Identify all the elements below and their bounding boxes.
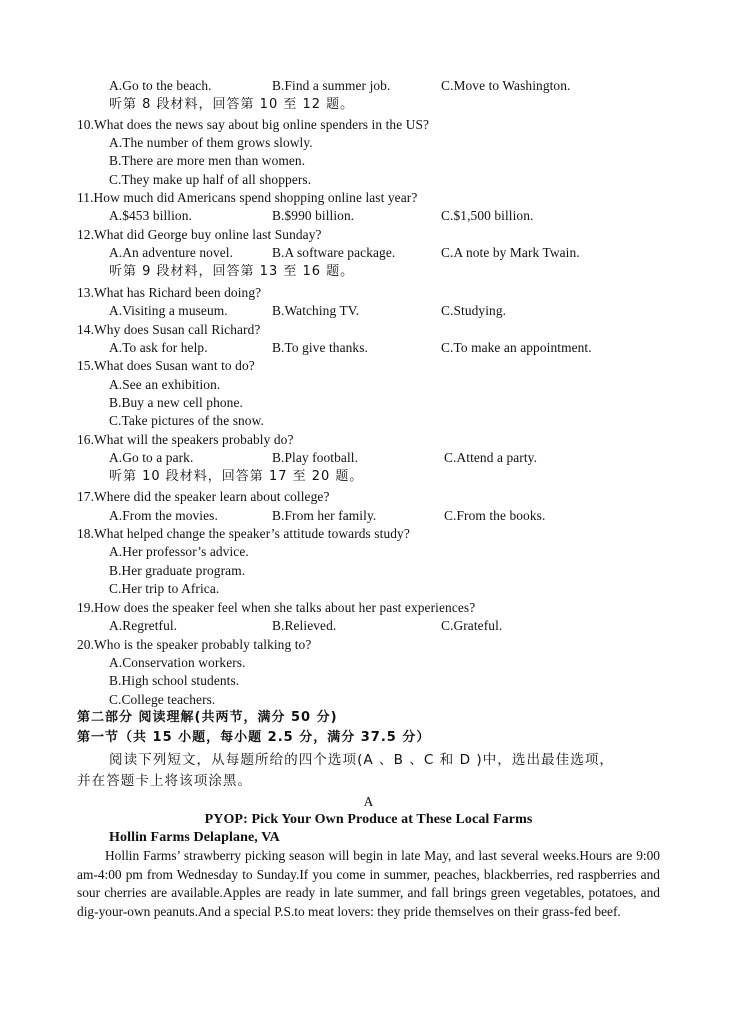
q9-option-c: C.Move to Washington. [441, 78, 571, 93]
q20-option-a: A.Conservation workers. [109, 655, 246, 670]
q18-stem: 18.What helped change the speaker’s attitude towards study? [77, 526, 410, 541]
q11-option-c: C.$1,500 billion. [441, 208, 534, 223]
q16-stem: 16.What will the speakers probably do? [77, 432, 294, 447]
q10-stem: 10.What does the news say about big online spenders in the US? [77, 117, 430, 132]
q9-option-b: B.Find a summer job. [272, 78, 391, 93]
q11-stem: 11.How much did Americans spend shopping online last year? [77, 190, 418, 205]
q12-option-b: B.A software package. [272, 245, 396, 260]
q19-option-a: A.Regretful. [109, 618, 178, 633]
q12-stem: 12.What did George buy online last Sunday? [77, 227, 322, 242]
q9-option-a: A.Go to the beach. [109, 78, 212, 93]
q18-option-b: B.Her graduate program. [109, 563, 246, 578]
q17-option-a: A.From the movies. [109, 508, 218, 523]
section-1-title: 第一节（共 15 小题，每小题 2.5 分，满分 37.5 分） [77, 730, 431, 745]
section-8-instruction: 听第 8 段材料，回答第 10 至 12 题。 [109, 97, 355, 112]
q10-option-b: B.There are more men than women. [109, 153, 306, 168]
q20-option-b: B.High school students. [109, 673, 240, 688]
q19-option-c: C.Grateful. [441, 618, 503, 633]
q13-option-b: B.Watching TV. [272, 303, 360, 318]
q17-stem: 17.Where did the speaker learn about college? [77, 489, 330, 504]
q11-option-a: A.$453 billion. [109, 208, 192, 223]
part-2-title: 第二部分 阅读理解(共两节，满分 50 分) [77, 710, 338, 725]
q13-option-a: A.Visiting a museum. [109, 303, 228, 318]
q12-option-c: C.A note by Mark Twain. [441, 245, 580, 260]
q11-option-b: B.$990 billion. [272, 208, 355, 223]
passage-title: PYOP: Pick Your Own Produce at These Local Farms [204, 812, 533, 827]
q14-stem: 14.Why does Susan call Richard? [77, 322, 261, 337]
q19-option-b: B.Relieved. [272, 618, 337, 633]
q20-stem: 20.Who is the speaker probably talking to? [77, 637, 312, 652]
farm-heading: Hollin Farms Delaplane, VA [109, 830, 280, 845]
q16-option-a: A.Go to a park. [109, 450, 194, 465]
q10-option-c: C.They make up half of all shoppers. [109, 172, 312, 187]
q13-option-c: C.Studying. [441, 303, 507, 318]
section-9-instruction: 听第 9 段材料，回答第 13 至 16 题。 [109, 264, 355, 279]
q15-option-c: C.Take pictures of the snow. [109, 413, 264, 428]
passage-letter: A [363, 794, 374, 809]
reading-instruction-line-2: 并在答题卡上将该项涂黑。 [77, 773, 253, 789]
q10-option-a: A.The number of them grows slowly. [109, 135, 313, 150]
q18-option-c: C.Her trip to Africa. [109, 581, 220, 596]
q15-option-b: B.Buy a new cell phone. [109, 395, 243, 410]
q17-option-c: C.From the books. [444, 508, 546, 523]
q18-option-a: A.Her professor’s advice. [109, 544, 249, 559]
q14-option-b: B.To give thanks. [272, 340, 368, 355]
section-10-instruction: 听第 10 段材料，回答第 17 至 20 题。 [109, 469, 364, 484]
q16-option-b: B.Play football. [272, 450, 359, 465]
q15-stem: 15.What does Susan want to do? [77, 358, 255, 373]
q12-option-a: A.An adventure novel. [109, 245, 234, 260]
farm-paragraph-text: Hollin Farms’ strawberry picking season will begin in late May, and last several weeks.Hours are 9:00 am-4:00 pm from Wednesday to Sunday.If you come in summer, peaches, blackberries, red raspberries and sour cherries are available.Apples are ready in late summer, and fall brings green vegetables, potatoes, and dig-your-own peanuts.And a special P.S.to meat lovers: they pride themselves on their grass-fed beef. [77, 848, 660, 919]
farm-paragraph [77, 847, 660, 921]
q15-option-a: A.See an exhibition. [109, 377, 221, 392]
q19-stem: 19.How does the speaker feel when she talks about her past experiences? [77, 600, 476, 615]
reading-instruction-line-1: 阅读下列短文，从每题所给的四个选项(A 、B 、C 和 D )中，选出最佳选项， [109, 752, 615, 768]
q13-stem: 13.What has Richard been doing? [77, 285, 262, 300]
q14-option-c: C.To make an appointment. [441, 340, 592, 355]
q14-option-a: A.To ask for help. [109, 340, 208, 355]
q16-option-c: C.Attend a party. [444, 450, 538, 465]
q20-option-c: C.College teachers. [109, 692, 216, 707]
q17-option-b: B.From her family. [272, 508, 377, 523]
